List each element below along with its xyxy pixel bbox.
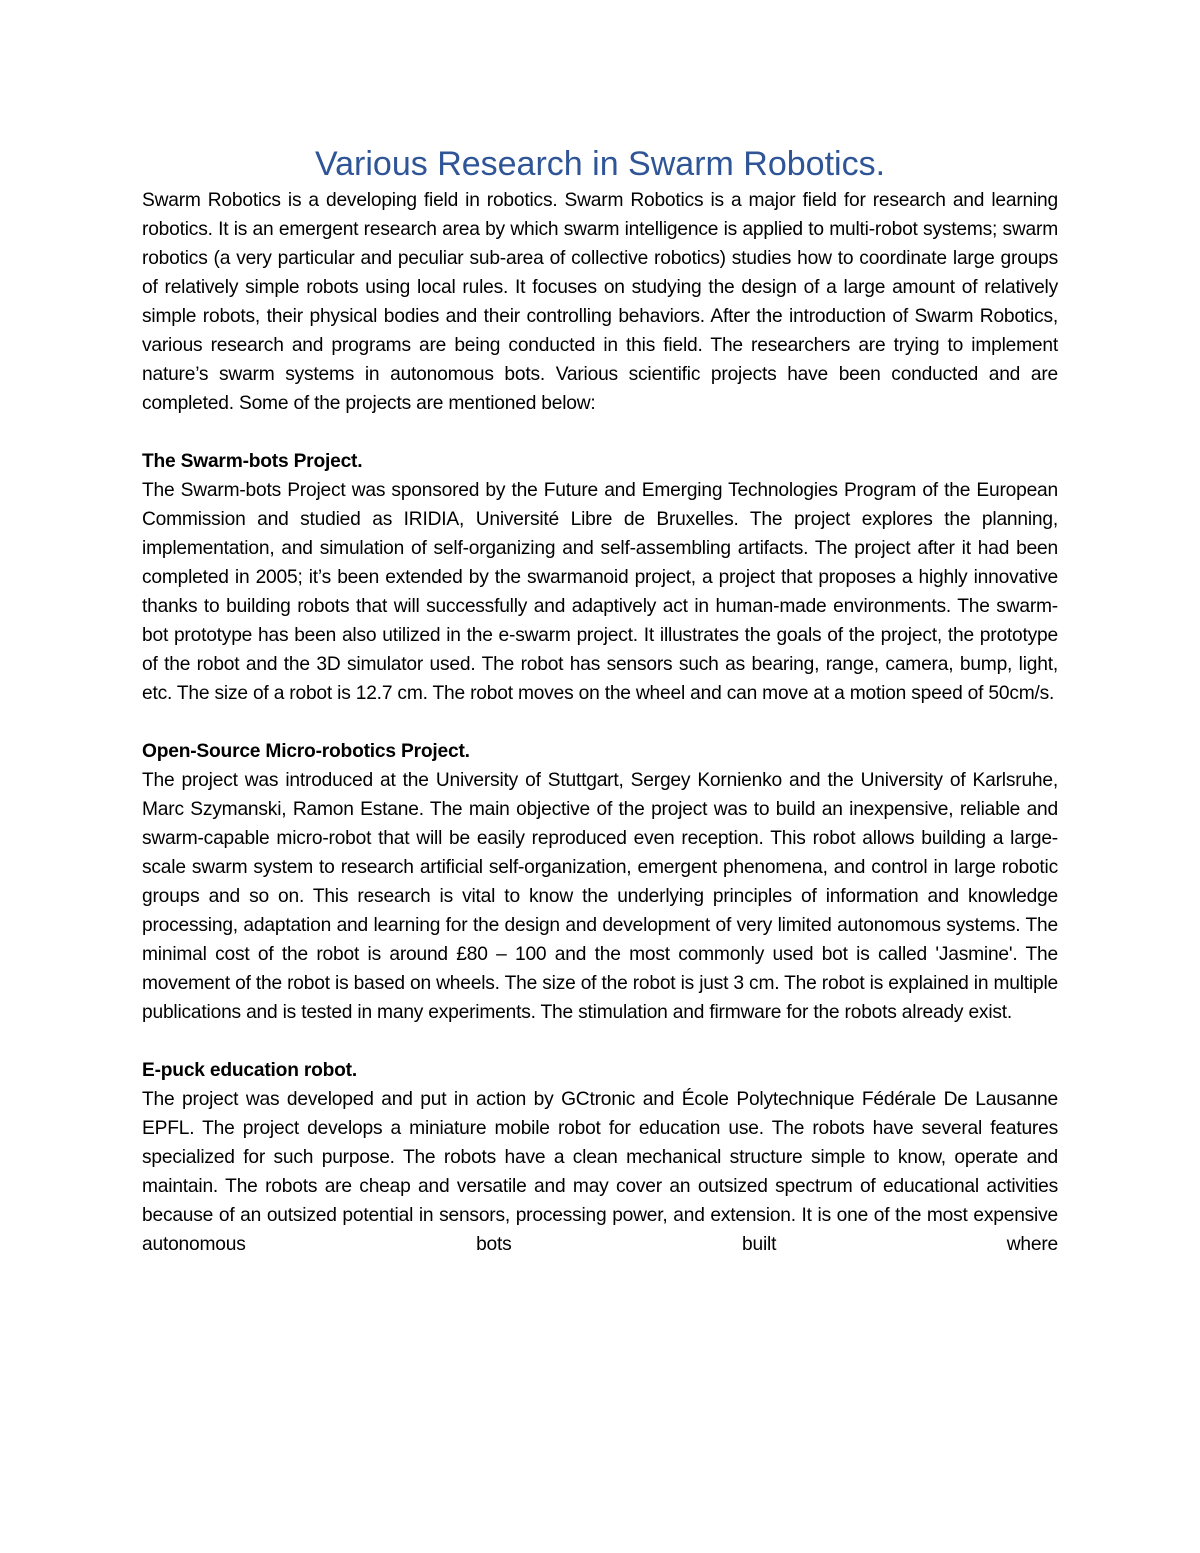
intro-paragraph: Swarm Robotics is a developing field in robotics. Swarm Robotics is a major field for research and learning robotics. It is an emergent research area by which swarm intelligence is applied to multi-robot systems; swarm robotics (a very particular and peculiar sub-area of collective robotics) studies how to coordinate large groups of relatively simple robots using local rules. It focuses on studying the design of a large amount of relatively simple robots, their physical bodies and their controlling behaviors. After the introduction of Swarm Robotics, various research and programs are being conducted in this field. The researchers are trying to implement nature’s swarm systems in autonomous bots. Various scientific projects have been conducted and are completed. Some of the projects are mentioned below: (142, 190, 1058, 414)
paragraph-spacer (142, 418, 1058, 447)
document-page (142, 142, 1058, 1259)
section-heading-swarm-bots: The Swarm-bots Project. (142, 451, 363, 472)
section-body-e-puck: The project was developed and put in action by GCtronic and École Polytechnique Fédérale De Lausanne EPFL. The project develops a miniature mobile robot for education use. The robots have several features specialized for such purpose. The robots have a clean mechanical structure simple to know, operate and maintain. The robots are cheap and versatile and may cover an outsized spectrum of educational activities because of an outsized potential in sensors, processing power, and extension. It is one of the most expensive autonomous bots built where (142, 1089, 1058, 1255)
paragraph-spacer (142, 1027, 1058, 1056)
document-title: Various Research in Swarm Robotics. (314, 145, 886, 183)
section-heading-e-puck: E-puck education robot. (142, 1060, 357, 1081)
section-heading-open-source-micro-robotics: Open-Source Micro-robotics Project. (142, 741, 470, 762)
paragraph-spacer (142, 708, 1058, 737)
section-body-open-source-micro-robotics: The project was introduced at the University of Stuttgart, Sergey Kornienko and the University of Karlsruhe, Marc Szymanski, Ramon Estane. The main objective of the project was to build an inexpensive, reliable and swarm-capable micro-robot that will be easily reproduced even reception. This robot allows building a large-scale swarm system to research artificial self-organization, emergent phenomena, and control in large robotic groups and so on. This research is vital to know the underlying principles of information and knowledge processing, adaptation and learning for the design and development of very limited autonomous systems. The minimal cost of the robot is around £80 – 100 and the most commonly used bot is called 'Jasmine'. The movement of the robot is based on wheels. The size of the robot is just 3 cm. The robot is explained in multiple publications and is tested in many experiments. The stimulation and firmware for the robots already exist. (142, 770, 1058, 1023)
section-body-swarm-bots: The Swarm-bots Project was sponsored by the Future and Emerging Technologies Program of the European Commission and studied as IRIDIA, Université Libre de Bruxelles. The project explores the planning, implementation, and simulation of self-organizing and self-assembling artifacts. The project after it had been completed in 2005; it’s been extended by the swarmanoid project, a project that proposes a highly innovative thanks to building robots that will successfully and adaptively act in human-made environments. The swarm-bot prototype has been also utilized in the e-swarm project. It illustrates the goals of the project, the prototype of the robot and the 3D simulator used. The robot has sensors such as bearing, range, camera, bump, light, etc. The size of a robot is 12.7 cm. The robot moves on the wheel and can move at a motion speed of 50cm/s. (142, 480, 1058, 704)
